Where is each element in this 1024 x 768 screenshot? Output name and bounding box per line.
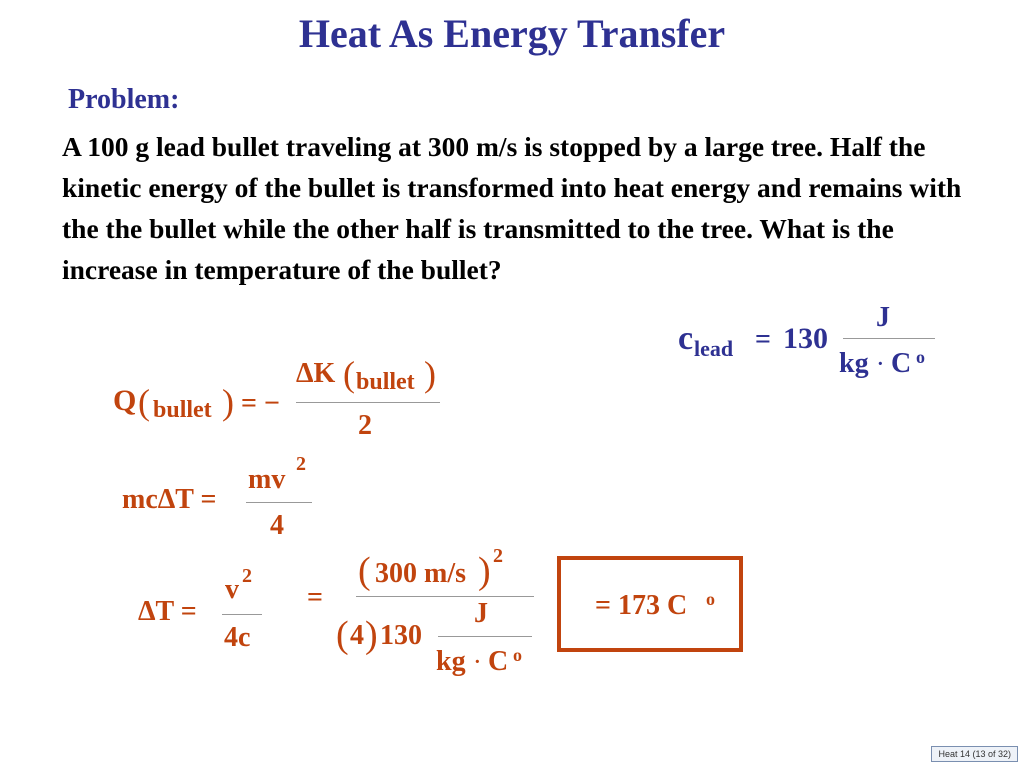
eq3-main-fraction-bar — [356, 596, 534, 597]
eq3-den2-value: 130 — [380, 620, 422, 651]
eq3-den2-four: 4 — [350, 620, 364, 651]
eq2-numerator: mv — [248, 464, 286, 495]
eq1-num-close: ) — [424, 354, 436, 394]
eq1-denominator: 2 — [358, 410, 372, 441]
c-unit-den-dot: · — [877, 353, 884, 375]
eq3-numerator: v — [225, 574, 239, 605]
eq3-den2-unit-C: C — [488, 646, 509, 677]
c-symbol: c — [678, 320, 694, 357]
eq3-fraction-bar — [222, 614, 262, 615]
eq3-den2-open: ( — [336, 614, 349, 656]
problem-text: A 100 g lead bullet traveling at 300 m/s is stopped by a large tree. Half the kinetic energy of the bullet is transformed into heat energy and remains with the the bullet while the other half is transmitted to the tree. What is the increase in temperature of the bullet? — [62, 131, 962, 285]
c-subscript: lead — [694, 336, 734, 361]
eq3-equals: = — [307, 582, 323, 613]
eq3-den2-unit-kg: kg — [436, 646, 466, 677]
eq3-den2-close: ) — [365, 614, 378, 656]
c-equals: = — [755, 324, 771, 355]
eq2-numerator-sup: 2 — [296, 453, 306, 475]
eq1-equals: = − — [241, 388, 280, 419]
slide-title: Heat As Energy Transfer — [298, 11, 726, 56]
eq1-num-sub: bullet — [356, 369, 415, 395]
eq2-fraction-bar — [246, 502, 312, 503]
result-sup: o — [706, 589, 715, 609]
eq1-lhs-sub: bullet — [153, 397, 212, 423]
c-unit-numerator: J — [876, 302, 890, 333]
eq1-num-open: ( — [343, 354, 355, 394]
eq3-num2-close: ) — [478, 550, 491, 592]
eq3-den2-unit-num: J — [474, 598, 488, 629]
c-value: 130 — [783, 322, 828, 355]
eq1-lhs-open: ( — [138, 382, 150, 422]
c-unit-den-sup: o — [916, 347, 925, 367]
eq3-lhs: ΔT = — [138, 596, 197, 627]
slide-footer: Heat 14 (13 of 32) — [931, 746, 1018, 762]
eq1-fraction-bar — [296, 402, 440, 403]
c-unit-den-C: C — [891, 348, 912, 379]
eq3-den2-unit-sup: o — [513, 645, 522, 665]
eq3-num2-open: ( — [358, 550, 371, 592]
eq3-num2-sup: 2 — [493, 545, 503, 567]
eq1-lhs-close: ) — [222, 382, 234, 422]
problem-label: Problem: — [68, 84, 180, 115]
eq3-den2-unit-dot: · — [474, 651, 481, 673]
eq1-Q: Q — [113, 384, 137, 417]
eq3-den2-unit-bar — [438, 636, 532, 637]
c-fraction-bar — [843, 338, 935, 339]
eq2-denominator: 4 — [270, 510, 284, 541]
eq3-num2-value: 300 m/s — [375, 558, 466, 589]
eq3-numerator-sup: 2 — [242, 565, 252, 587]
c-unit-den-kg: kg — [839, 348, 869, 379]
eq3-denominator: 4c — [224, 622, 251, 653]
result-value: = 173 C — [595, 590, 688, 621]
eq2-lhs: mcΔT = — [122, 484, 217, 515]
eq1-num-dk: ΔK — [296, 358, 336, 389]
